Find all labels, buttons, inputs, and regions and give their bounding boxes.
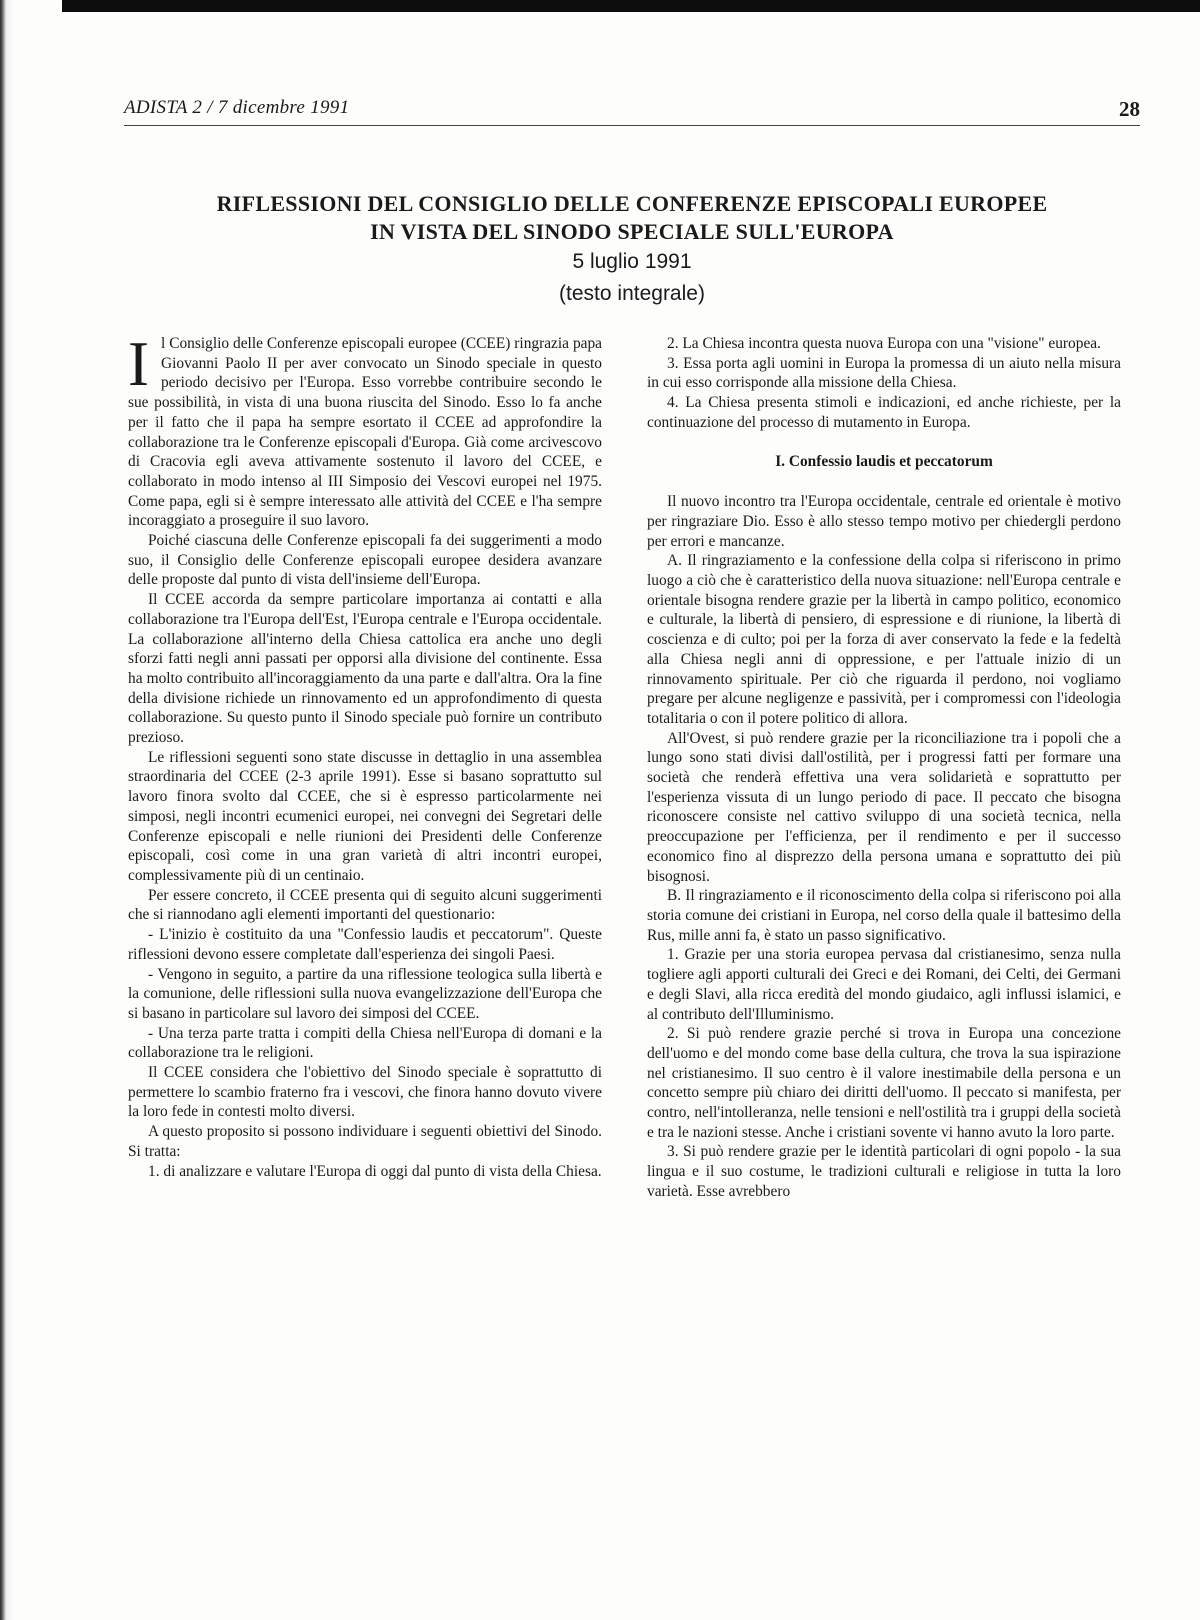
paragraph: All'Ovest, si può rendere grazie per la riconciliazione tra i popoli che a lungo sono stati divisi dall'ostilità, per i progressi fatti per formare una società che renderà effettiva una vera solidarietà e soprattutto per l'esperienza vissuta di un lungo periodo di pace. Il peccato che bisogna riconoscere consiste nel cattivo sviluppo di una società tecnica, nella preoccupazione per l'efficienza, per il rendimento e per il successo economico fino al disprezzo della persona umana e soprattutto dei più bisognosi. (647, 729, 1121, 885)
list-paragraph: 3. Si può rendere grazie per le identità particolari di ogni popolo - la sua lingua e il suo costume, le tradizioni culturali e religiose in tutta la loro varietà. Esse avrebbero (647, 1143, 1121, 1200)
section-heading: I. Confessio laudis et peccatorum (775, 452, 993, 470)
article-title-block (124, 190, 1140, 310)
paragraph: Il nuovo incontro tra l'Europa occidentale, centrale ed orientale è motivo per ringraziare Dio. Esso è allo stesso tempo motivo per chiedergli perdono per errori e mancanze. (647, 493, 1121, 550)
paragraph: A. Il ringraziamento e la confessione della colpa si riferiscono in primo luogo a ciò che è caratteristico della nuova situazione: nell'Europa centrale e orientale bisogna rendere grazie per la libertà in campo politico, economico e culturale, la libertà di pensiero, di espressione e di riunione, la libertà di coscienza e di culto; poi per la forza di aver conservato la fede e la fedeltà alla Chiesa negli anni di oppressione, e per l'attuale inizio di un rinnovamento spirituale. Per ciò che riguarda il perdono, noi vogliamo pregare per alcune negligenze e passività, per i compromessi con l'ideologia totalitaria o con il potere politico di allora. (647, 552, 1121, 727)
paragraph: Il CCEE considera che l'obiettivo del Sinodo speciale è soprattutto di permettere lo scambio fraterno fra i vescovi, che finora hanno dovuto vivere la loro fede in contesti molto diversi. (128, 1064, 602, 1121)
right-column (647, 334, 1121, 1202)
paragraph: Poiché ciascuna delle Conferenze episcopali fa dei suggerimenti a modo suo, il Consiglio delle Conferenze episcopali europee desidera avanzare delle proposte dal punto di vista dell'insieme dell'Europa. (128, 532, 602, 589)
list-paragraph: - Vengono in seguito, a partire da una riflessione teologica sulla libertà e la comunione, delle riflessioni sulla nuova evangelizzazione dell'Europa che si basano in particolare sul lavoro dei simposi del CCEE. (128, 965, 602, 1022)
list-paragraph: 2. La Chiesa incontra questa nuova Europa con una "visione" europea. (667, 335, 1101, 352)
list-paragraph: 2. Si può rendere grazie perché si trova in Europa una concezione dell'uomo e del mondo come base della cultura, che trova la sua ispirazione nel cristianesimo. Il suo centro è il valore inestimabile della persona e un concetto sempre più chiaro dei diritti dell'uomo. Il peccato si manifesta, per contro, nell'intolleranza, nelle tensioni e nell'ostilità tra i gruppi della società e tra le nazioni stesse. Anche i cristiani sovente vi hanno avuto la loro parte. (647, 1025, 1121, 1141)
scan-left-edge (0, 0, 62, 1620)
paragraph: Per essere concreto, il CCEE presenta qui di seguito alcuni suggerimenti che si riannodano agli elementi importanti del questionario: (128, 886, 602, 924)
list-paragraph: 4. La Chiesa presenta stimoli e indicazioni, ed anche richieste, per la continuazione del processo di mutamento in Europa. (647, 394, 1121, 431)
title-line-1: RIFLESSIONI DEL CONSIGLIO DELLE CONFERENZE EPISCOPALI EUROPEE (216, 191, 1048, 216)
drop-cap: I (128, 329, 149, 399)
paragraph: A questo proposito si possono individuare i seguenti obiettivi del Sinodo. Si tratta: (128, 1123, 602, 1160)
paragraph-text: l Consiglio delle Conferenze episcopali europee (CCEE) ringrazia papa Giovanni Paolo II per aver convocato un Sinodo speciale in questo periodo decisivo per l'Europa. Esso vorrebbe contribuire secondo le sue possibilità, in vista di una buona riuscita del Sinodo. Esso lo fa anche per il fatto che il papa ha sempre esortato il CCEE ad approfondire la collaborazione tra le Conferenze episcopali d'Europa. Già come arcivescovo di Cracovia egli aveva attivamente sostenuto il lavoro del CCEE, e collaborato in modo intenso al III Simposio dei Vescovi europei nel 1975. Come papa, egli si è sempre interessato alle attività del CCEE e l'ha sempre incoraggiato a proseguire il suo lavoro. (128, 335, 602, 530)
list-paragraph: 1. di analizzare e valutare l'Europa di oggi dal punto di vista della Chiesa. (148, 1162, 602, 1180)
list-paragraph: - Una terza parte tratta i compiti della Chiesa nell'Europa di domani e la collaborazione tra le religioni. (128, 1024, 602, 1062)
article-subtitle: (testo integrale) (559, 282, 705, 305)
running-header (124, 97, 1140, 126)
scan-top-border (0, 0, 1200, 12)
list-paragraph: 1. Grazie per una storia europea pervasa dal cristianesimo, senza nulla togliere agli apporti culturali dei Greci e dei Romani, dei Celti, dei Germani e degli Slavi, alla ricca eredità del mondo giudaico, agli influssi islamici, e al contributo dell'Illuminismo. (647, 946, 1121, 1023)
left-column (128, 329, 602, 1181)
list-paragraph: - L'inizio è costituito da una "Confessio laudis et peccatorum". Queste riflessioni devono essere completate dall'esperienza dei singoli Paesi. (128, 926, 602, 963)
publication-line: ADISTA 2 / 7 dicembre 1991 (124, 97, 350, 118)
page-number: 28 (1119, 97, 1140, 121)
list-paragraph: 3. Essa porta agli uomini in Europa la promessa di un aiuto nella misura in cui esso corrisponde alla missione della Chiesa. (647, 354, 1121, 392)
paragraph: Le riflessioni seguenti sono state discusse in dettaglio in una assemblea straordinaria del CCEE (2-3 aprile 1991). Esse si basano soprattutto sul lavoro finora svolto dal CCEE, che si è espresso particolarmente nei simposi, negli incontri ecumenici europei, nei convegni dei Segretari delle Conferenze episcopali e nelle riunioni dei Presidenti delle Conferenze episcopali, così come in una gran varietà di altri incontri europei, complessivamente più di un centinaio. (128, 748, 602, 884)
paragraph: B. Il ringraziamento e il riconoscimento della colpa si riferiscono poi alla storia comune dei cristiani in Europa, nel corso della quale il battesimo della Rus, mille anni fa, è stato un passo significativo. (647, 887, 1121, 944)
article-date: 5 luglio 1991 (572, 250, 692, 273)
paragraph (128, 329, 602, 531)
title-line-2: IN VISTA DEL SINODO SPECIALE SULL'EUROPA (370, 219, 894, 244)
paragraph: Il CCEE accorda da sempre particolare importanza ai contatti e alla collaborazione tra l'Europa dell'Est, l'Europa centrale e l'Europa occidentale. La collaborazione all'interno della Chiesa cattolica era anche uno degli sforzi fatti negli anni passati per opporsi alla divisione del continente. Essa ha molto contribuito all'incoraggiamento da una parte e dall'altra. Ora la fine della divisione richiede un rinnovamento ed un approfondimento di questa collaborazione. Su questo punto il Sinodo speciale può fornire un contributo prezioso. (128, 591, 602, 747)
